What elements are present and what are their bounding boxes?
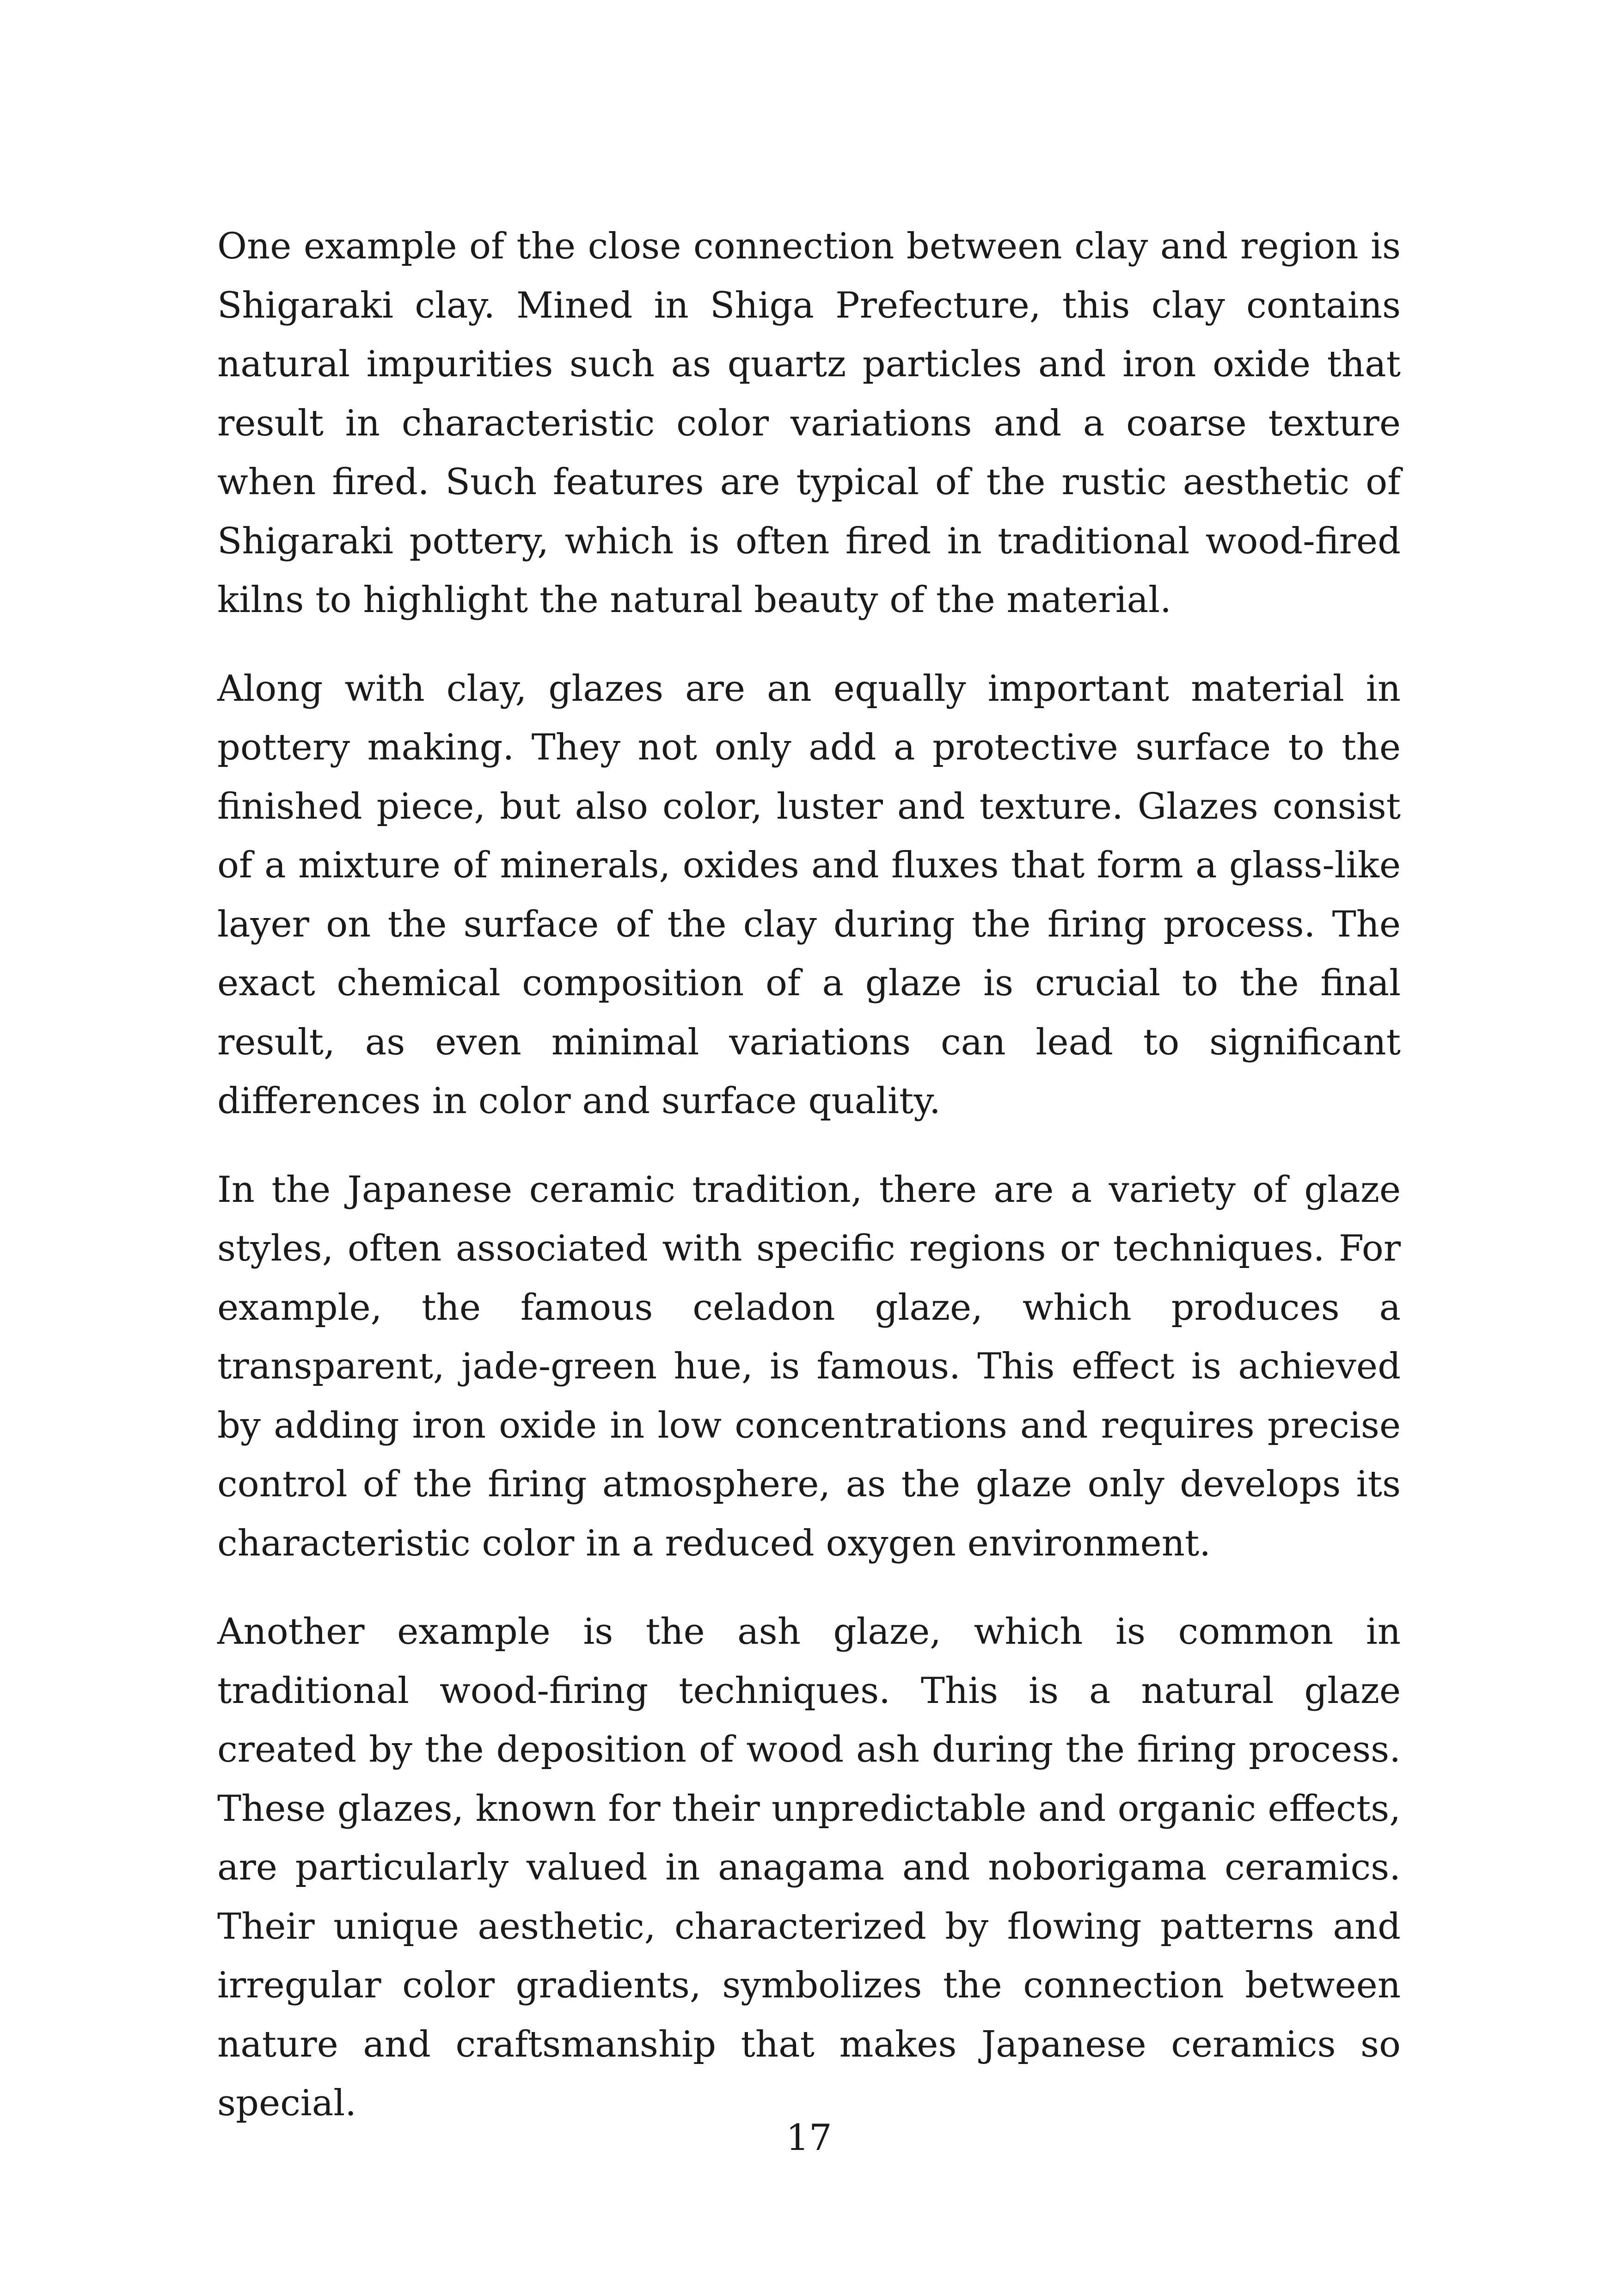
paragraph-shigaraki-clay: One example of the close connection between clay and region is Shigaraki clay. Mined in Shiga Prefecture, this clay contains natural impurities such as quartz particles and iron oxide that result in characteristic color variations and a coarse texture when fired. Such features are typical of the rustic aesthetic of Shigaraki pottery, which is often fired in traditional wood-fired kilns to highlight the natural beauty of the material. bbox=[217, 226, 1401, 621]
page-number: 17 bbox=[786, 2117, 832, 2159]
paragraph-celadon-glaze: In the Japanese ceramic tradition, there are a variety of glaze styles, often associated with specific regions or techniques. For example, the famous celadon glaze, which produces a transparent, jade-green hue, is famous. This effect is achieved by adding iron oxide in low concentrations and requires precise control of the firing atmosphere, as the glaze only develops its characteristic color in a reduced oxygen environment. bbox=[217, 1169, 1401, 1564]
paragraph-glazes: Along with clay, glazes are an equally important material in pottery making. They not only add a protective surface to the finished piece, but also color, luster and texture. Glazes consist of a mixture of minerals, oxides and fluxes that form a glass-like layer on the surface of the clay during the firing process. The exact chemical composition of a glaze is crucial to the final result, as even minimal variations can lead to significant differences in color and surface quality. bbox=[217, 667, 1401, 1122]
paragraph-ash-glaze: Another example is the ash glaze, which is common in traditional wood-firing techniques. This is a natural glaze created by the deposition of wood ash during the firing process. These glazes, known for their unpredictable and organic effects, are particularly valued in anagama and noborigama ceramics. Their unique aesthetic, characterized by flowing patterns and irregular color gradients, symbolizes the connection between nature and craftsmanship that makes Japanese ceramics so special. bbox=[217, 1611, 1401, 2124]
body-text bbox=[217, 217, 1401, 2133]
